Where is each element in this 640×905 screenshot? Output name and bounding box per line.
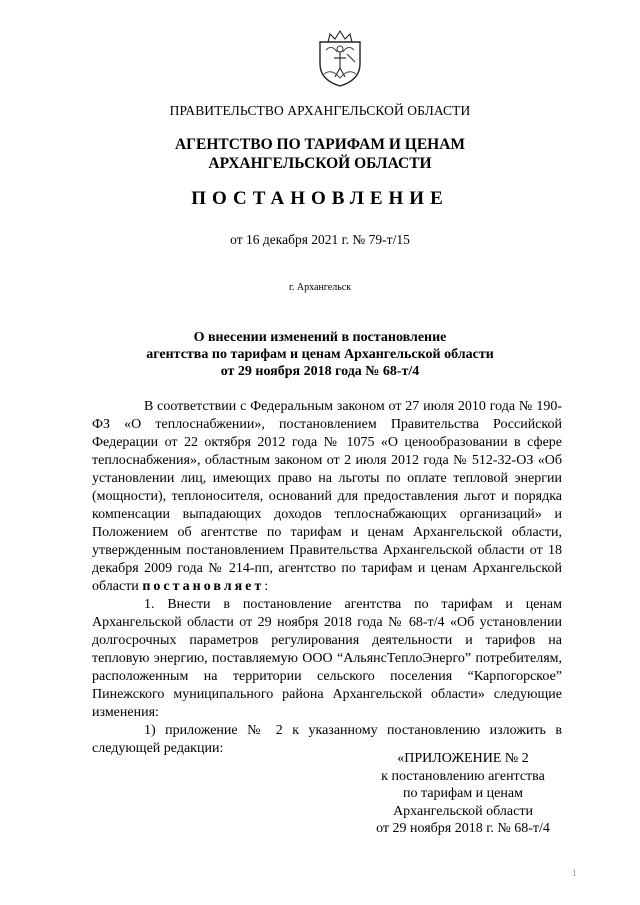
document-city: г. Архангельск [288,282,352,293]
document-body [92,398,562,758]
body-paragraph-item1: 1. Внести в постановление агентства по тарифам и ценам Архангельской области от 29 ноября 2018 года № 68-т/4 «Об установлении долгосрочных параметров регулирования деятельности и тарифов на тепловую энергию, поставляемую ООО “АльянсТеплоЭнерго” потребителям, расположенным на территории сельского поселения “Карпогорское” Пинежского муниципального района Архангельской области» следующие изменения: [92,597,562,720]
subject-line2: агентства по тарифам и ценам Архангельской области [146,347,494,362]
subject-line3: от 29 ноября 2018 года № 68-т/4 [220,364,420,379]
document-subject [0,329,640,380]
decree-colon: : [264,579,269,594]
preamble-text: В соответствии с Федеральным законом от 27 июля 2010 года № 190-ФЗ «О теплоснабжении», постановлением Правительства Российской Федерации от 22 октября 2012 года № 1075 «О ценообразовании в сфере теплоснабжения», областным законом от 2 июля 2012 года № 512-32-ОЗ «Об установлении лиц, имеющих право на льготы по оплате тепловой энергии (мощности), теплоносителя, оснований для предоставления льгот и порядка компенсации выпадающих доходов теплоснабжающих организаций» и Положением об агентстве по тарифам и ценам Архангельской области, утвержденным постановлением Правительства Архангельской области от 18 декабря 2009 года № 214-пп, агентство по тарифам и ценам Архангельской области [92,399,562,594]
agency-title-line2: АРХАНГЕЛЬСКОЙ ОБЛАСТИ [208,155,432,172]
appendix-line4: Архангельской области [393,803,533,819]
subject-line1: О внесении изменений в постановление [193,330,447,345]
appendix-line2: к постановлению агентства [381,768,545,784]
agency-title-line1: АГЕНТСТВО ПО ТАРИФАМ И ЦЕНАМ [174,136,466,153]
decree-word: постановляет [142,579,265,594]
appendix-line5: от 29 ноября 2018 г. № 68-т/4 [376,821,550,836]
document-date-number: от 16 декабря 2021 г. № 79-т/15 [230,232,410,247]
arkhangelsk-coat-of-arms-icon [314,28,366,88]
document-type: ПОСТАНОВЛЕНИЕ [191,188,449,209]
page-mark: 1 [572,868,577,878]
appendix-line3: по тарифам и ценам [403,786,523,801]
appendix-line1: «ПРИЛОЖЕНИЕ № 2 [397,751,529,766]
government-title: ПРАВИТЕЛЬСТВО АРХАНГЕЛЬСКОЙ ОБЛАСТИ [169,103,471,118]
appendix-heading [340,750,586,838]
agency-title [0,135,640,173]
body-paragraph-subitem1: 1) приложение № 2 к указанному постановлению изложить в следующей редакции: [92,723,562,756]
body-paragraph-preamble [92,398,562,596]
